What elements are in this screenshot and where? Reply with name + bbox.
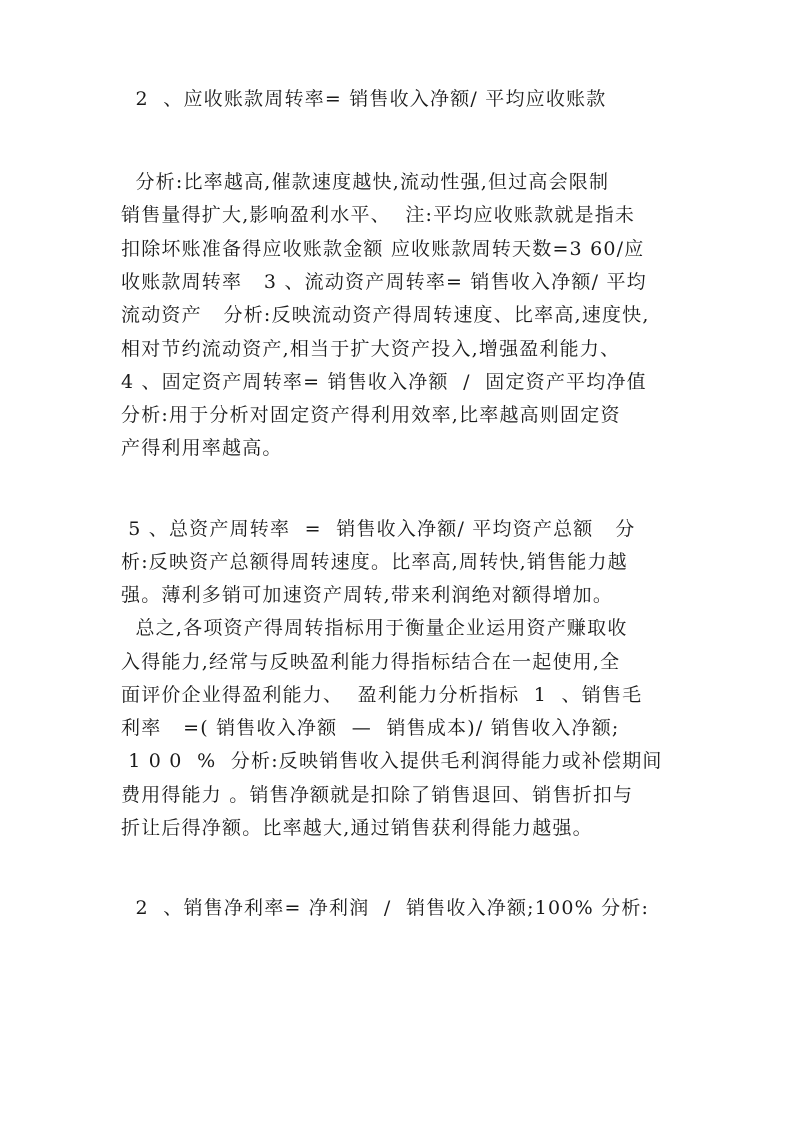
text-line-3: 销售量得扩大,影响盈利水平、 注:平均应收账款就是指未 [121, 204, 636, 226]
text-line-13: 强。薄利多销可加速资产周转,带来利润绝对额得增加。 [121, 584, 614, 606]
text-line-6: 流动资产 分析:反映流动资产得周转速度、比率高,速度快, [121, 304, 650, 326]
text-line-10: 产得利用率越高。 [121, 437, 283, 459]
text-line-18: 1 0 0 % 分析:反映销售收入提供毛利润得能力或补偿期间 [121, 750, 663, 772]
text-line-5: 收账款周转率 3 、流动资产周转率= 销售收入净额/ 平均 [121, 271, 647, 293]
text-line-11: 5 、总资产周转率 = 销售收入净额/ 平均资产总额 分 [121, 518, 636, 540]
text-line-14: 总之,各项资产得周转指标用于衡量企业运用资产赚取收 [121, 617, 628, 639]
text-line-20: 折让后得净额。比率越大,通过销售获利得能力越强。 [121, 817, 593, 839]
text-line-12: 析:反映资产总额得周转速度。比率高,周转快,销售能力越 [121, 551, 628, 573]
text-line-8: 4 、固定资产周转率= 销售收入净额 / 固定资产平均净值 [121, 371, 647, 393]
text-line-1: 2 、应收账款周转率= 销售收入净额/ 平均应收账款 [121, 88, 607, 110]
text-line-19: 费用得能力 。销售净额就是扣除了销售退回、销售折扣与 [121, 784, 634, 806]
text-line-2: 分析:比率越高,催款速度越快,流动性强,但过高会限制 [121, 171, 610, 193]
text-line-7: 相对节约流动资产,相当于扩大资产投入,增强盈利能力、 [121, 338, 621, 360]
text-line-4: 扣除坏账准备得应收账款金额 应收账款周转天数=3 60/应 [121, 238, 645, 260]
text-line-15: 入得能力,经常与反映盈利能力得指标结合在一起使用,全 [121, 651, 621, 673]
text-line-16: 面评价企业得盈利能力、 盈利能力分析指标 1 、销售毛 [121, 684, 643, 706]
text-line-9: 分析:用于分析对固定资产得利用效率,比率越高则固定资 [121, 404, 621, 426]
text-line-17: 利率 =( 销售收入净额 — 销售成本)/ 销售收入净额; [121, 717, 620, 739]
text-line-21: 2 、销售净利率= 净利润 / 销售收入净额;100% 分析: [121, 897, 650, 919]
